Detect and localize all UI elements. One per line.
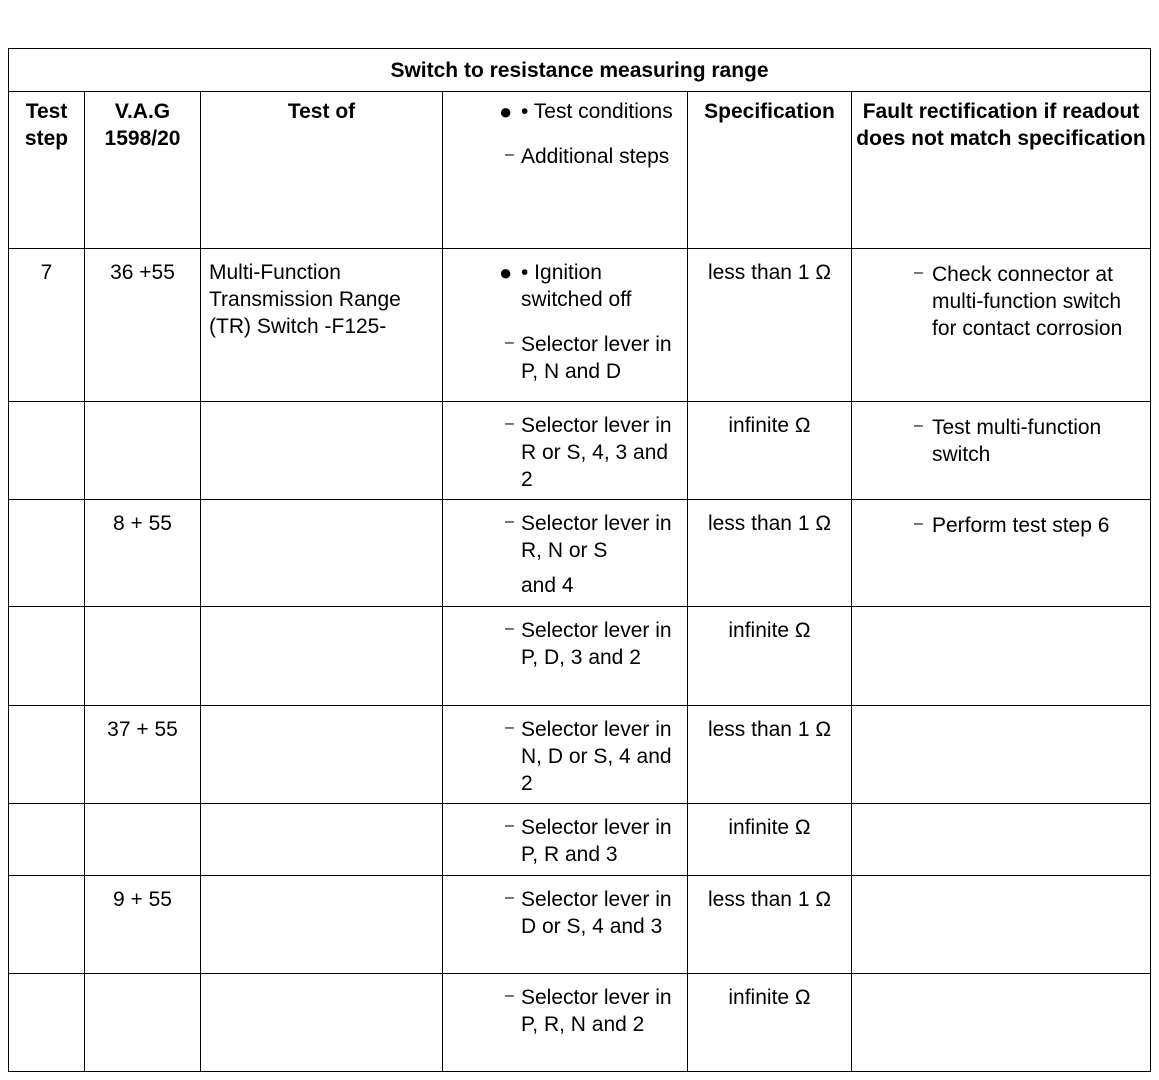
cell-test-of — [201, 876, 443, 974]
cell-vag: 37 + 55 — [85, 706, 201, 804]
table-row — [9, 876, 1151, 974]
dash-icon: – — [914, 417, 923, 434]
cell-spec: less than 1 Ω — [688, 876, 852, 974]
header-test-step: Test step — [9, 92, 85, 249]
bullet-icon: ● — [499, 99, 513, 124]
cell-vag — [85, 402, 201, 500]
header-specification: Specification — [688, 92, 852, 249]
cell-step: 7 — [9, 249, 85, 402]
table-row — [9, 402, 1151, 500]
condition-item: – Selector lever in P, N and D — [443, 331, 687, 385]
cell-conditions — [443, 500, 688, 607]
cell-fault: – Check connector at multi-function switch for contact corrosion — [852, 249, 1151, 402]
table-row — [9, 706, 1151, 804]
header-conditions — [443, 92, 688, 249]
condition-item: – Selector lever in R, N or S — [443, 510, 687, 564]
cell-step — [9, 804, 85, 876]
dash-icon: – — [505, 334, 514, 351]
cell-test-of — [201, 500, 443, 607]
cell-conditions — [443, 402, 688, 500]
cell-spec: less than 1 Ω — [688, 500, 852, 607]
cell-spec: infinite Ω — [688, 607, 852, 706]
header-vag: V.A.G 1598/20 — [85, 92, 201, 249]
resistance-test-table — [8, 48, 1151, 1072]
cell-step — [9, 607, 85, 706]
cell-fault — [852, 804, 1151, 876]
condition-item: – Selector lever in P, R, N and 2 — [443, 984, 687, 1038]
dash-icon: – — [914, 264, 923, 281]
additional-steps-item: – Additional steps — [443, 143, 687, 170]
header-test-of: Test of — [201, 92, 443, 249]
bullet-icon: ● — [499, 260, 513, 285]
cell-conditions — [443, 607, 688, 706]
condition-bullet-item: ● • Test conditions — [499, 99, 673, 124]
cell-step — [9, 500, 85, 607]
cell-spec: less than 1 Ω — [688, 249, 852, 402]
condition-item: – Selector lever in N, D or S, 4 and 2 — [443, 716, 687, 797]
cell-step — [9, 974, 85, 1072]
dash-icon: – — [505, 817, 514, 834]
cell-test-of — [201, 402, 443, 500]
cell-spec: infinite Ω — [688, 974, 852, 1072]
dash-icon: – — [505, 146, 514, 163]
condition-item: – Selector lever in D or S, 4 and 3 — [443, 886, 687, 940]
condition-continuation: and 4 — [521, 574, 574, 597]
cell-test-of — [201, 607, 443, 706]
table-title: Switch to resistance measuring range — [9, 49, 1151, 92]
cell-conditions — [443, 706, 688, 804]
cell-vag: 8 + 55 — [85, 500, 201, 607]
header-fault: Fault rectification if readout does not match specification — [852, 92, 1151, 249]
table-row — [9, 804, 1151, 876]
cell-spec: less than 1 Ω — [688, 706, 852, 804]
condition-item: – Selector lever in P, R and 3 — [443, 814, 687, 868]
cell-fault — [852, 974, 1151, 1072]
dash-icon: – — [505, 620, 514, 637]
cell-fault — [852, 607, 1151, 706]
table-row — [9, 500, 1151, 607]
cell-vag — [85, 607, 201, 706]
dash-icon: – — [505, 889, 514, 906]
table-row — [9, 974, 1151, 1072]
cell-fault — [852, 706, 1151, 804]
cell-vag: 36 +55 — [85, 249, 201, 402]
dash-icon: – — [505, 719, 514, 736]
cell-step — [9, 876, 85, 974]
cell-test-of — [201, 974, 443, 1072]
cell-test-of — [201, 706, 443, 804]
cell-vag — [85, 804, 201, 876]
condition-item: – Selector lever in P, D, 3 and 2 — [443, 617, 687, 671]
cell-test-of: Multi-Function Transmission Range (TR) Switch -F125- — [201, 249, 443, 402]
cell-fault: – Perform test step 6 — [852, 500, 1151, 607]
cell-spec: infinite Ω — [688, 402, 852, 500]
cell-fault — [852, 876, 1151, 974]
cell-step — [9, 706, 85, 804]
cell-conditions — [443, 974, 688, 1072]
cell-conditions — [443, 804, 688, 876]
cell-test-of — [201, 804, 443, 876]
condition-item: – Selector lever in R or S, 4, 3 and 2 — [443, 412, 687, 493]
dash-icon: – — [505, 513, 514, 530]
dash-icon: – — [505, 987, 514, 1004]
cell-vag — [85, 974, 201, 1072]
dash-icon: – — [505, 415, 514, 432]
cell-spec: infinite Ω — [688, 804, 852, 876]
cell-vag: 9 + 55 — [85, 876, 201, 974]
dash-icon: – — [914, 515, 923, 532]
cell-fault: – Test multi-function switch — [852, 402, 1151, 500]
table-row — [9, 249, 1151, 402]
table-row — [9, 607, 1151, 706]
cell-conditions — [443, 876, 688, 974]
cell-step — [9, 402, 85, 500]
cell-conditions — [443, 249, 688, 402]
condition-bullet-item: ● • Ignition switched off — [499, 260, 632, 311]
